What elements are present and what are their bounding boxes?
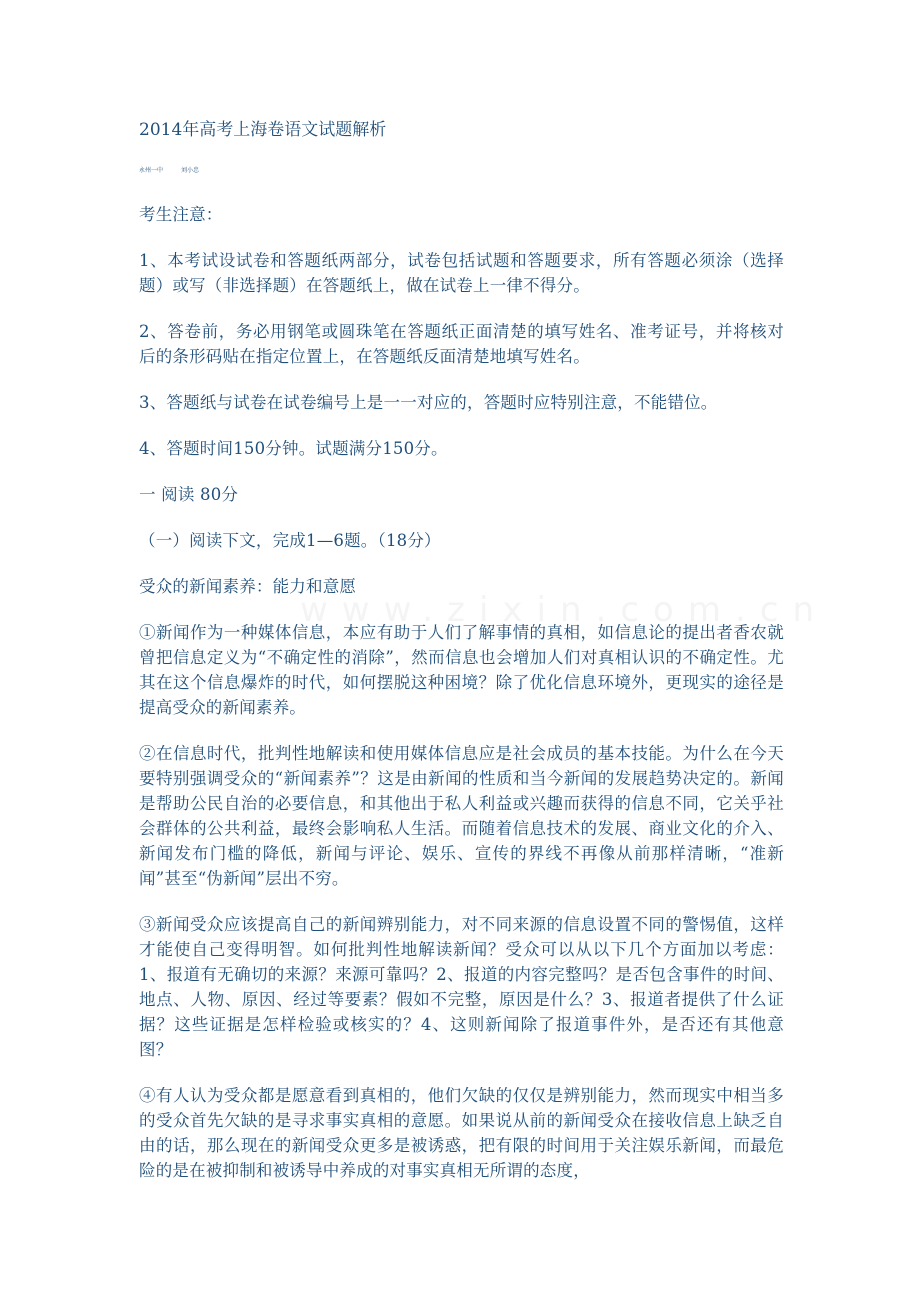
byline (139, 165, 199, 174)
document-body (139, 202, 784, 1204)
byline-school: 永州一中 (139, 167, 164, 174)
watermark: www.zixin.com.cn (300, 590, 828, 630)
notice-item-4: 4、答题时间150分钟。试题满分150分。 (139, 439, 448, 458)
notice-item-2: 2、答卷前，务必用钢笔或圆珠笔在答题纸正面清楚的填写姓名、准考证号，并将核对后的条形码贴在指定位置上，在答题纸反面清楚地填写姓名。 (139, 322, 784, 366)
article-paragraph-4: ④有人认为受众都是愿意看到真相的，他们欠缺的仅仅是辨别能力，然而现实中相当多的受众首先欠缺的是寻求事实真相的意愿。如果说从前的新闻受众在接收信息上缺乏自由的话，那么现在的新闻受众更多是被诱惑，把有限的时间用于关注娱乐新闻，而最危险的是在被抑制和被诱导中养成的对事实真相无所谓的态度， (139, 1086, 784, 1180)
byline-author: 刘小忠 (180, 167, 199, 174)
notice-heading: 考生注意： (139, 205, 223, 224)
article-paragraph-3: ③新闻受众应该提高自己的新闻辨别能力，对不同来源的信息设置不同的警惕值，这样才能使自己变得明智。如何批判性地解读新闻？受众可以从以下几个方面加以考虑：1、报道有无确切的来源？来源可靠吗？2、报道的内容完整吗？是否包含事件的时间、地点、人物、原因、经过等要素？假如不完整，原因是什么？3、报道者提供了什么证据？这些证据是怎样检验或核实的？4、这则新闻除了报道事件外，是否还有其他意图？ (139, 915, 784, 1059)
document-title: 2014年高考上海卷语文试题解析 (139, 120, 387, 140)
section-heading: 一 阅读 80分 (139, 485, 239, 504)
question-instruction: （一）阅读下文，完成1—6题。（18分） (139, 531, 441, 550)
notice-item-1: 1、本考试设试卷和答题纸两部分，试卷包括试题和答题要求，所有答题必须涂（选择题）或写（非选择题）在答题纸上，做在试卷上一律不得分。 (139, 251, 784, 295)
article-paragraph-1: ①新闻作为一种媒体信息，本应有助于人们了解事情的真相，如信息论的提出者香农就曾把信息定义为“不确定性的消除”，然而信息也会增加人们对真相认识的不确定性。尤其在这个信息爆炸的时代，如何摆脱这种困境？除了优化信息环境外，更现实的途径是提高受众的新闻素养。 (139, 623, 784, 717)
notice-item-3: 3、答题纸与试卷在试卷编号上是一一对应的，答题时应特别注意，不能错位。 (139, 393, 718, 412)
article-title: 受众的新闻素养：能力和意愿 (139, 577, 357, 596)
article-paragraph-2: ②在信息时代，批判性地解读和使用媒体信息应是社会成员的基本技能。为什么在今天要特别强调受众的“新闻素养”？这是由新闻的性质和当今新闻的发展趋势决定的。新闻是帮助公民自治的必要信息，和其他出于私人利益或兴趣而获得的信息不同，它关乎社会群体的公共利益，最终会影响私人生活。而随着信息技术的发展、商业文化的介入、新闻发布门槛的降低，新闻与评论、娱乐、宣传的界线不再像从前那样清晰，“准新闻”甚至“伪新闻”层出不穷。 (139, 744, 784, 888)
